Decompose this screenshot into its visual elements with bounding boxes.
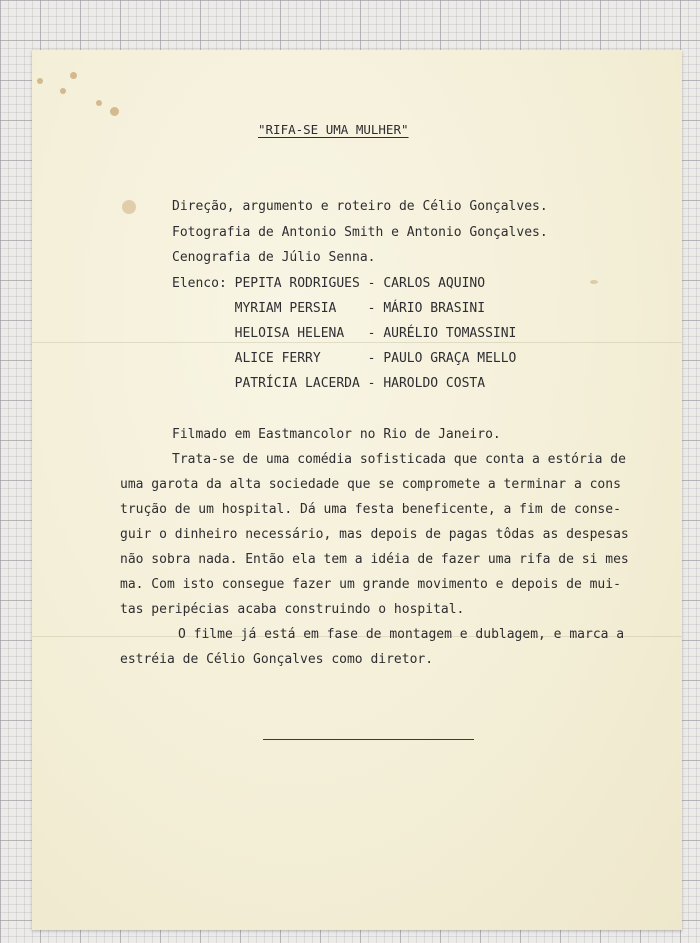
credit-photography: Fotografia de Antonio Smith e Antonio Gonçalves. (172, 225, 548, 240)
body-line: uma garota da alta sociedade que se compromete a terminar a cons (120, 477, 621, 492)
body-line: não sobra nada. Então ela tem a idéia de fazer uma rifa de si mes (120, 552, 629, 567)
fold-crease (32, 342, 682, 343)
body-line: ma. Com isto consegue fazer um grande movimento e depois de mui- (120, 577, 621, 592)
cast-line: Elenco: PEPITA RODRIGUES - CARLOS AQUINO (172, 276, 486, 291)
stain-mark (60, 88, 66, 94)
stain-mark (590, 280, 598, 284)
cast-line: ALICE FERRY - PAULO GRAÇA MELLO (172, 351, 517, 366)
cast-line: MYRIAM PERSIA - MÁRIO BRASINI (172, 301, 486, 316)
typed-sheet (32, 50, 682, 930)
document-title: "RIFA-SE UMA MULHER" (258, 122, 409, 137)
body-line: guir o dinheiro necessário, mas depois de pagas tôdas as despesas (120, 527, 629, 542)
stain-mark (37, 78, 43, 84)
body-line: trução de um hospital. Dá uma festa beneficente, a fim de conse- (120, 502, 621, 517)
stain-mark (96, 100, 102, 106)
body-line: Trata-se de uma comédia sofisticada que conta a estória de (172, 452, 626, 467)
body-line: O filme já está em fase de montagem e dublagem, e marca a (178, 627, 625, 642)
cast-line: PATRÍCIA LACERDA - HAROLDO COSTA (172, 376, 486, 391)
body-line: tas peripécias acaba construindo o hospital. (120, 602, 465, 617)
credit-direction: Direção, argumento e roteiro de Célio Gonçalves. (172, 199, 548, 214)
stain-mark (70, 72, 77, 79)
credit-scenography: Cenografia de Júlio Senna. (172, 250, 376, 265)
cast-line: HELOISA HELENA - AURÉLIO TOMASSINI (172, 326, 517, 341)
body-line: estréia de Célio Gonçalves como diretor. (120, 652, 434, 667)
stain-mark (122, 200, 136, 214)
stain-mark (110, 107, 119, 116)
body-line: Filmado em Eastmancolor no Rio de Janeiro. (172, 427, 501, 442)
closing-rule (263, 739, 474, 740)
